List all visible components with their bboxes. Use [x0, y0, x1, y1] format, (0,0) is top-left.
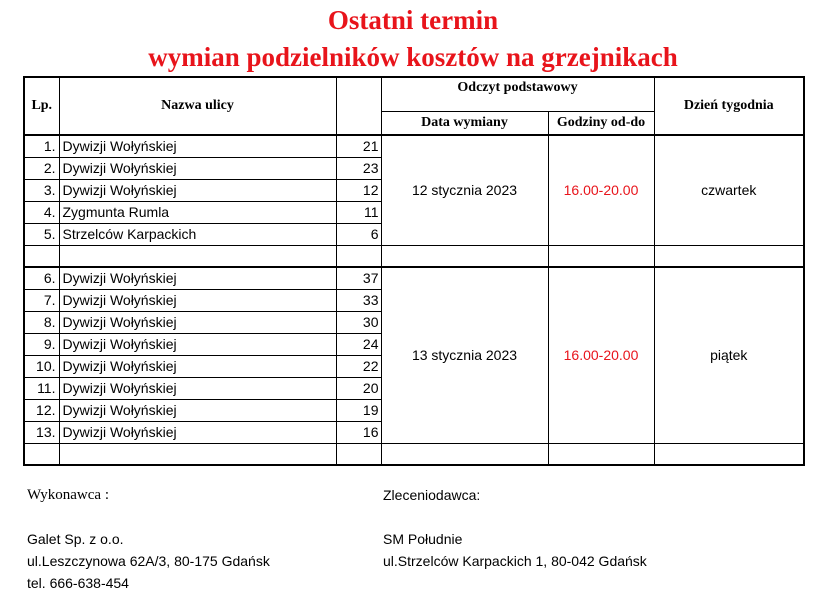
header-weekday: Dzień tygodnia [654, 77, 804, 135]
row-street: Dywizji Wołyńskiej [59, 377, 336, 399]
spacer-row [24, 245, 804, 267]
empty-cell [24, 245, 59, 267]
header-reading: Odczyt podstawowy [381, 77, 654, 111]
row-house-number: 24 [336, 333, 381, 355]
row-street: Dywizji Wołyńskiej [59, 179, 336, 201]
empty-cell [336, 245, 381, 267]
row-lp: 5. [24, 223, 59, 245]
row-street: Dywizji Wołyńskiej [59, 355, 336, 377]
row-street: Dywizji Wołyńskiej [59, 135, 336, 157]
row-street: Dywizji Wołyńskiej [59, 289, 336, 311]
row-lp: 11. [24, 377, 59, 399]
spacer-row [24, 443, 804, 465]
row-house-number: 30 [336, 311, 381, 333]
client-address: ul.Strzelców Karpackich 1, 80-042 Gdańsk [383, 553, 647, 569]
row-street: Strzelców Karpackich [59, 223, 336, 245]
empty-cell [336, 443, 381, 465]
header-lp: Lp. [24, 77, 59, 135]
row-house-number: 20 [336, 377, 381, 399]
row-lp: 12. [24, 399, 59, 421]
table-row [24, 135, 804, 157]
table-header-row [24, 77, 804, 111]
row-lp: 2. [24, 157, 59, 179]
row-house-number: 21 [336, 135, 381, 157]
empty-cell [654, 245, 804, 267]
row-street: Dywizji Wołyńskiej [59, 311, 336, 333]
row-lp: 1. [24, 135, 59, 157]
header-street: Nazwa ulicy [59, 77, 336, 135]
row-house-number: 12 [336, 179, 381, 201]
row-street: Dywizji Wołyńskiej [59, 421, 336, 443]
row-house-number: 22 [336, 355, 381, 377]
row-house-number: 23 [336, 157, 381, 179]
page-title: Ostatni termin [327, 5, 499, 35]
row-lp: 13. [24, 421, 59, 443]
group-weekday: czwartek [654, 135, 804, 245]
row-lp: 3. [24, 179, 59, 201]
contractor-label: Wykonawca : [27, 487, 109, 503]
contractor-name: Galet Sp. z o.o. [27, 531, 124, 547]
row-street: Zygmunta Rumla [59, 201, 336, 223]
row-lp: 4. [24, 201, 59, 223]
schedule-table [23, 76, 805, 466]
row-lp: 8. [24, 311, 59, 333]
contractor-phone: tel. 666-638-454 [27, 575, 129, 591]
row-house-number: 37 [336, 267, 381, 289]
header-date: Data wymiany [381, 111, 548, 135]
empty-cell [548, 443, 654, 465]
row-street: Dywizji Wołyńskiej [59, 157, 336, 179]
row-lp: 7. [24, 289, 59, 311]
row-house-number: 16 [336, 421, 381, 443]
page-subtitle: wymian podzielników kosztów na grzejnikach [148, 42, 678, 72]
group-hours: 16.00-20.00 [548, 267, 654, 443]
header-number [336, 77, 381, 135]
group-date: 12 stycznia 2023 [381, 135, 548, 245]
empty-cell [24, 443, 59, 465]
row-street: Dywizji Wołyńskiej [59, 267, 336, 289]
contractor-address: ul.Leszczynowa 62A/3, 80-175 Gdańsk [27, 553, 270, 569]
row-house-number: 11 [336, 201, 381, 223]
group-date: 13 stycznia 2023 [381, 267, 548, 443]
empty-cell [381, 443, 548, 465]
empty-cell [381, 245, 548, 267]
empty-cell [548, 245, 654, 267]
row-house-number: 33 [336, 289, 381, 311]
group-hours: 16.00-20.00 [548, 135, 654, 245]
client-name: SM Południe [383, 531, 463, 547]
group-weekday: piątek [654, 267, 804, 443]
row-lp: 10. [24, 355, 59, 377]
empty-cell [59, 443, 336, 465]
empty-cell [654, 443, 804, 465]
row-lp: 6. [24, 267, 59, 289]
row-street: Dywizji Wołyńskiej [59, 399, 336, 421]
row-house-number: 6 [336, 223, 381, 245]
empty-cell [59, 245, 336, 267]
row-house-number: 19 [336, 399, 381, 421]
client-label: Zleceniodawca: [383, 487, 481, 503]
header-hours: Godziny od-do [548, 111, 654, 135]
row-street: Dywizji Wołyńskiej [59, 333, 336, 355]
row-lp: 9. [24, 333, 59, 355]
table-row [24, 267, 804, 289]
